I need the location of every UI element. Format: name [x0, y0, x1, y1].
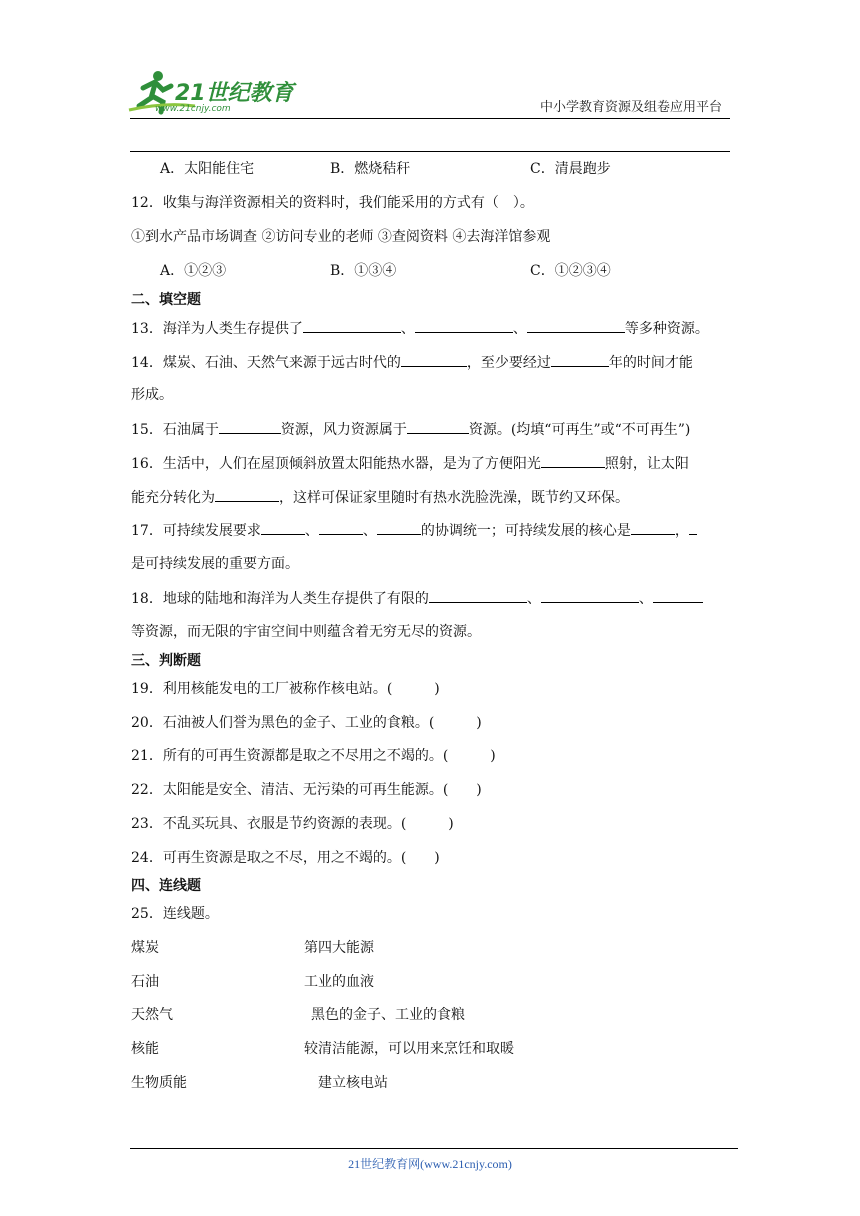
blank[interactable]	[653, 588, 703, 603]
q16-text: 16．生活中，人们在屋顶倾斜放置太阳能热水器，是为了方便阳光	[131, 456, 541, 472]
q21: 21．所有的可再生资源都是取之不尽用之不竭的。( )	[131, 748, 496, 764]
match-left-item[interactable]: 天然气	[131, 1007, 173, 1023]
q17-mid: 的协调统一；可持续发展的核心是	[420, 523, 631, 539]
q17	[131, 520, 697, 541]
q13-text: 13．海洋为人类生存提供了	[131, 321, 303, 337]
match-left-item[interactable]: 核能	[131, 1041, 159, 1057]
q11-option-a: A．太阳能住宅	[160, 161, 255, 177]
blank[interactable]	[261, 520, 305, 535]
q25-stem: 25．连线题。	[131, 906, 219, 922]
q12-methods: ①到水产品市场调查 ②访问专业的老师 ③查阅资料 ④去海洋馆参观	[131, 229, 551, 245]
logo-text: 21世纪教育	[175, 81, 294, 106]
q13-tail: 等多种资源。	[624, 321, 709, 337]
platform-title: 中小学教育资源及组卷应用平台	[540, 100, 723, 115]
q15-mid: 资源，风力资源属于	[280, 422, 407, 438]
q16-mid: 照射，让太阳	[604, 456, 689, 472]
blank[interactable]	[429, 588, 527, 603]
sep: 、	[400, 321, 415, 337]
sep: 、	[362, 523, 377, 539]
q16-tail: ，这样可保证家里随时有热水洗脸洗澡，既节约又环保。	[279, 490, 629, 506]
blank[interactable]	[319, 520, 363, 535]
q12-stem: 12．收集与海洋资源相关的资料时，我们能采用的方式有（ ）。	[131, 195, 534, 211]
q12-option-c: C．①②③④	[530, 263, 611, 279]
match-left-item[interactable]: 煤炭	[131, 940, 159, 956]
blank[interactable]	[527, 318, 625, 333]
match-left-item[interactable]: 石油	[131, 974, 159, 990]
q11-option-b: B．燃烧秸秆	[330, 161, 411, 177]
footer-link[interactable]: 21世纪教育网(www.21cnjy.com)	[348, 1157, 512, 1171]
match-right-item[interactable]: 建立核电站	[318, 1075, 388, 1091]
q18-cont: 等资源，而无限的宇宙空间中则蕴含着无穷无尽的资源。	[131, 624, 481, 640]
blank[interactable]	[689, 520, 697, 535]
match-left-item[interactable]: 生物质能	[131, 1075, 187, 1091]
blank[interactable]	[541, 453, 605, 468]
q22: 22．太阳能是安全、清洁、无污染的可再生能源。( )	[131, 782, 482, 798]
blank[interactable]	[541, 588, 639, 603]
q15	[131, 419, 690, 440]
sep: 、	[638, 591, 653, 607]
blank[interactable]	[551, 352, 609, 367]
blank[interactable]	[377, 520, 421, 535]
q14	[131, 352, 693, 373]
logo-url: www.21cnjy.com	[155, 104, 231, 114]
q24: 24．可再生资源是取之不尽，用之不竭的。( )	[131, 850, 440, 866]
q11-option-c: C．清晨跑步	[530, 161, 611, 177]
footer-rule	[130, 1148, 738, 1149]
section-judge-title: 三、判断题	[131, 653, 201, 669]
q16-cont-text: 能充分转化为	[131, 490, 215, 506]
sep: 、	[526, 591, 541, 607]
header-rule-2	[130, 151, 730, 152]
q13	[131, 318, 709, 339]
blank[interactable]	[415, 318, 513, 333]
q19: 19．利用核能发电的工厂被称作核电站。( )	[131, 681, 440, 697]
logo	[125, 66, 295, 116]
blank[interactable]	[407, 419, 469, 434]
q16-cont	[131, 487, 629, 508]
match-right-item[interactable]: 较清洁能源，可以用来烹饪和取暖	[304, 1041, 514, 1057]
q14-tail: 年的时间才能	[608, 355, 693, 371]
q14-text: 14．煤炭、石油、天然气来源于远古时代的	[131, 355, 401, 371]
section-match-title: 四、连线题	[131, 878, 201, 894]
match-right-item[interactable]: 黑色的金子、工业的食粮	[311, 1007, 465, 1023]
q20: 20．石油被人们誉为黑色的金子、工业的食粮。( )	[131, 715, 482, 731]
q12-option-a: A．①②③	[160, 263, 227, 279]
q18-text: 18．地球的陆地和海洋为人类生存提供了有限的	[131, 591, 429, 607]
blank[interactable]	[219, 419, 281, 434]
q18	[131, 588, 703, 609]
match-right-item[interactable]: 第四大能源	[304, 940, 374, 956]
q17-text: 17．可持续发展要求	[131, 523, 261, 539]
q23: 23．不乱买玩具、衣服是节约资源的表现。( )	[131, 816, 454, 832]
q15-text: 15．石油属于	[131, 422, 219, 438]
q17-comma: ，	[674, 523, 689, 539]
blank[interactable]	[631, 520, 675, 535]
match-right-item[interactable]: 工业的血液	[304, 974, 374, 990]
q16	[131, 453, 689, 474]
q15-tail: 资源。(均填“可再生”或“不可再生”)	[468, 422, 691, 438]
q17-cont: 是可持续发展的重要方面。	[131, 556, 299, 572]
sep: 、	[304, 523, 319, 539]
sep: 、	[512, 321, 527, 337]
header-rule	[130, 118, 730, 119]
q14-mid: ，至少要经过	[466, 355, 551, 371]
q12-option-b: B．①③④	[330, 263, 397, 279]
blank[interactable]	[401, 352, 467, 367]
q14-cont: 形成。	[131, 387, 173, 403]
blank[interactable]	[215, 487, 279, 502]
blank[interactable]	[303, 318, 401, 333]
section-fill-title: 二、填空题	[131, 292, 201, 308]
